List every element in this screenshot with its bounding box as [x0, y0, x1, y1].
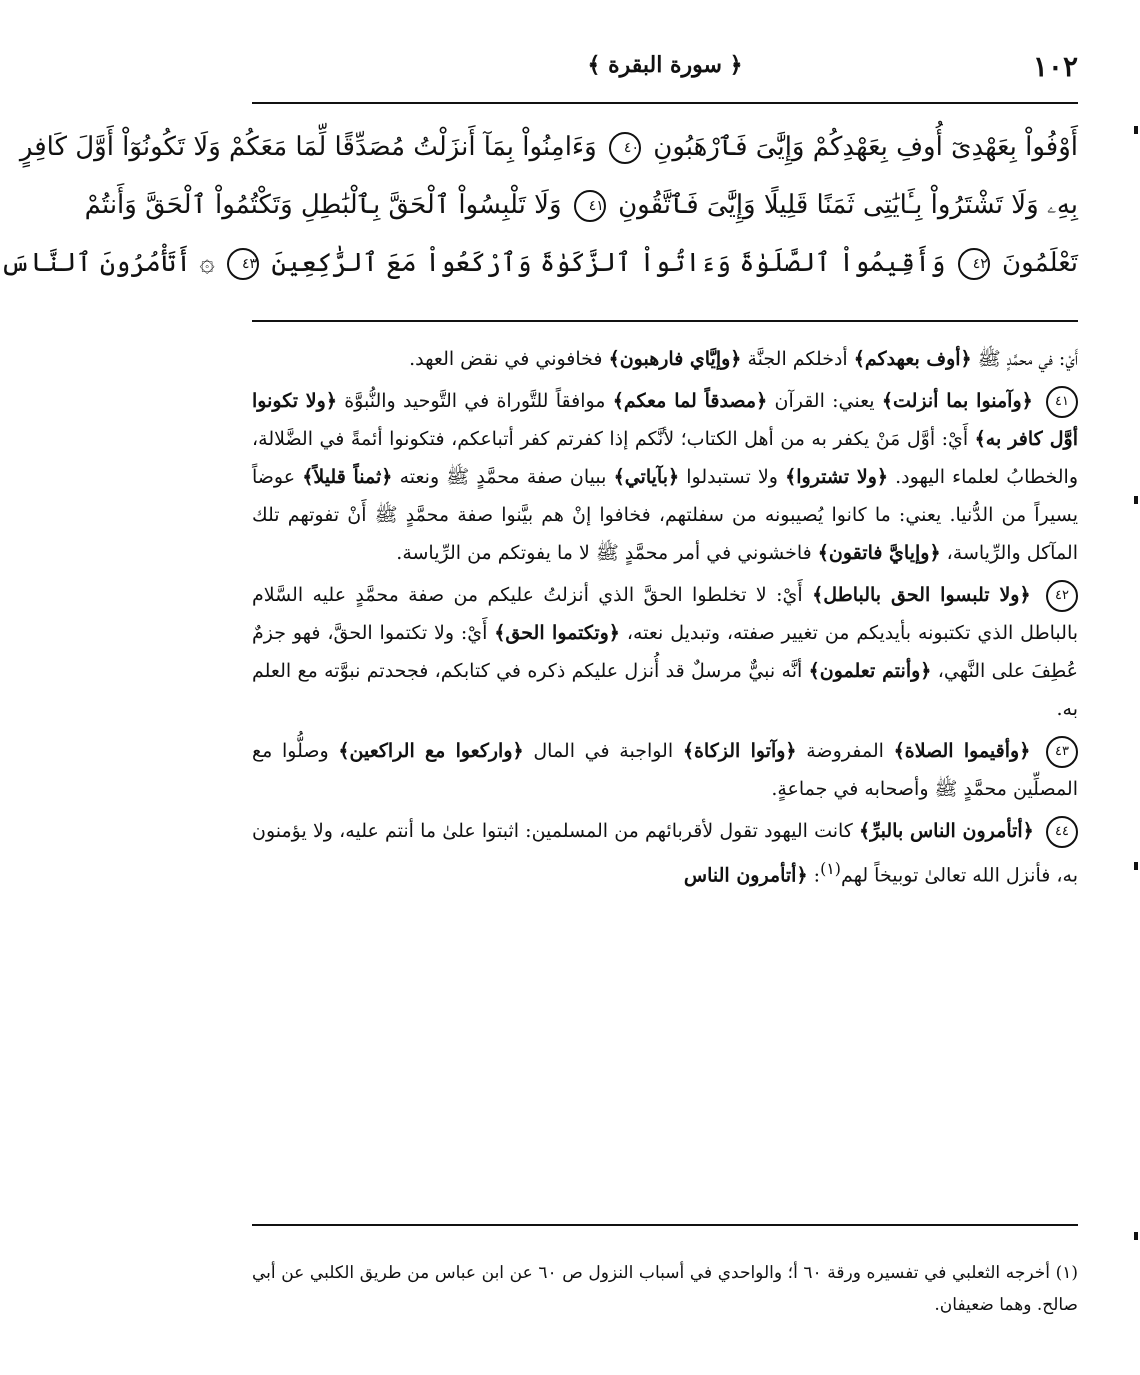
- surah-title: ﴿ سورة البقرة ﴾: [587, 52, 743, 78]
- quran-text-block: [0, 118, 1078, 292]
- tafsir-paragraph: [252, 382, 1078, 572]
- commentary-text: أدخلكم الجنَّة: [747, 348, 848, 370]
- quoted-verse: ﴿وإيايَّ فاتقون﴾: [817, 542, 941, 564]
- quran-line: [19, 118, 1078, 176]
- footnotes-block: [252, 1240, 1078, 1338]
- quran-verse-text: وَأَقِيمُواْ ٱلصَّلَوٰةَ وَءَاتُواْ ٱلزَّكَوٰةَ وَٱرْكَعُواْ مَعَ ٱلرَّٰكِعِينَ: [271, 248, 946, 278]
- page-header: [252, 50, 1078, 92]
- quoted-verse: ﴿أتأمرون الناس بالبرِّ﴾: [859, 820, 1034, 842]
- commentary-text: أَيْ: ولا تكتموا الحقَّ، فهو جزمٌ عُطِفَ على النَّهي،: [252, 622, 1078, 682]
- verse-number-badge: ٤٣: [1046, 736, 1078, 768]
- quran-rule: [252, 320, 1078, 322]
- verse-number-badge: ٤٢: [1046, 580, 1078, 612]
- quoted-verse: ﴿ولا تلبسوا الحق بالباطل﴾: [812, 584, 1031, 606]
- header-rule: [252, 102, 1078, 104]
- quoted-verse: ﴿وتكتموا الحق﴾: [494, 622, 620, 644]
- quoted-verse: ﴿ولا تشتروا﴾: [785, 466, 888, 488]
- quran-verse-text: وَءَامِنُواْ بِمَآ أَنزَلْتُ مُصَدِّقًا لِّمَا مَعَكُمْ وَلَا تَكُونُوٓاْ أَوَّلَ كَافِرٍ: [19, 132, 597, 162]
- quoted-verse: ﴿أوف بعهدكم﴾: [853, 348, 972, 370]
- quran-verse-text: تَعْلَمُونَ: [1002, 248, 1078, 278]
- quoted-verse: ﴿ثمناً قليلاً﴾: [302, 466, 393, 488]
- commentary-text: الواجبة في المال: [533, 740, 674, 762]
- commentary-text: عوضاً يسيراً من الدُّنيا. يعني: ما كانوا يُصيبونه من سفلتهم، فخافوا إنْ هم بيَّنوا صفة محمَّدٍ ﷺ أَنْ تفوتهم تلك المآكل والرِّياسة،: [252, 466, 1078, 564]
- quoted-verse: ﴿وأقيموا الصلاة﴾: [893, 740, 1031, 762]
- quoted-verse: ﴿مصدقاً لما معكم﴾: [612, 390, 768, 412]
- quoted-verse: ﴿وأنتم تعلمون﴾: [808, 660, 932, 682]
- tafsir-block: [252, 340, 1078, 898]
- tafsir-paragraph: [252, 576, 1078, 728]
- quran-verse-text: بِهِۦ وَلَا تَشْتَرُواْ بِـَٔايَٰتِى ثَمَنًا قَلِيلًا وَإِيَّٰىَ فَٱتَّقُونِ: [618, 190, 1078, 220]
- commentary-text: فخافوني في نقض العهد.: [409, 348, 603, 370]
- ayah-number-marker: ٤٢: [958, 248, 990, 280]
- commentary-text: :: [813, 864, 821, 887]
- commentary-text: وصلُّوا مع المصلِّين محمَّدٍ ﷺ وأصحابه في جماعةٍ.: [252, 740, 1078, 800]
- quoted-verse: ﴿وآتوا الزكاة﴾: [682, 740, 797, 762]
- quran-line: [0, 234, 1078, 292]
- ayah-number-marker: ٤٣: [227, 248, 259, 280]
- footnote-reference: (١): [820, 859, 841, 878]
- quoted-verse: ﴿وإيَّاي فارهبون﴾: [608, 348, 742, 370]
- commentary-text: ولا تستبدلوا: [686, 466, 778, 488]
- tafsir-paragraph: [252, 340, 1078, 378]
- quoted-verse: ﴿أتأمرون الناس: [683, 864, 808, 887]
- ayah-number-marker: ٤٠: [609, 132, 641, 164]
- commentary-text: أَيْ: في محمَّدٍ ﷺ: [977, 348, 1078, 370]
- commentary-text: المفروضة: [806, 740, 884, 762]
- quoted-verse: ﴿واركعوا مع الراكعين﴾: [338, 740, 524, 762]
- footnote: (١) أخرجه الثعلبي في تفسيره ورقة ٦٠ أ؛ والواحدي في أسباب النزول ص ٦٠ عن ابن عباس من طريق الكلبي عن أبي صالح. وهما ضعيفان.: [252, 1263, 1078, 1315]
- commentary-text: ببيان صفة محمَّدٍ ﷺ ونعته: [399, 466, 607, 488]
- quoted-verse: ﴿بآياتي﴾: [613, 466, 680, 488]
- verse-number-badge: ٤١: [1046, 386, 1078, 418]
- scan-edge-mark: [1134, 862, 1138, 870]
- quran-verse-text: وَلَا تَلْبِسُواْ ٱلْحَقَّ بِٱلْبَٰطِلِ وَتَكْتُمُواْ ٱلْحَقَّ وَأَنتُمْ: [84, 190, 562, 220]
- quoted-verse: ﴿وآمنوا بما أنزلت﴾: [881, 390, 1033, 412]
- tafsir-paragraph: [252, 732, 1078, 808]
- commentary-text: يعني: القرآن: [774, 390, 875, 412]
- page-number: ١٠٢: [1032, 50, 1078, 83]
- commentary-text: كانت اليهود تقول لأقربائهم من المسلمين: اثبتوا علىٰ ما أنتم عليه، ولا يؤمنون به، فأنزل الله تعالىٰ توبيخاً لهم: [252, 820, 1078, 887]
- commentary-text: فاخشوني في أمر محمَّدٍ ﷺ لا ما يفوتكم من الرِّياسة.: [396, 542, 812, 564]
- scan-edge-mark: [1134, 126, 1138, 134]
- scan-edge-mark: [1134, 496, 1138, 504]
- ayah-number-marker: ٤١: [574, 190, 606, 222]
- quran-line: [84, 176, 1078, 234]
- commentary-text: أَيْ: لا تخلطوا الحقَّ الذي أنزلتُ عليكم من صفة محمَّدٍ عليه السَّلام بالباطل الذي تكتبونه بأيديكم من تغيير صفته، وتبديل نعته،: [252, 584, 1079, 644]
- commentary-text: موافقاً للتَّوراة في التَّوحيد والنُّبوَّة: [344, 390, 606, 412]
- commentary-text: أنَّه نبيٌّ مرسلٌ قد أُنزل عليكم ذكره في كتابكم، فجحدتم نبوَّته مع العلم به.: [252, 660, 1078, 720]
- footnote-rule: [252, 1224, 1078, 1226]
- scan-edge-mark: [1134, 1232, 1138, 1240]
- tafsir-paragraph: [252, 812, 1078, 894]
- quoted-verse: ﴿ولا تكونوا أوَّل كافر به﴾: [252, 390, 1078, 450]
- verse-number-badge: ٤٤: [1046, 816, 1078, 848]
- quran-verse-text: أَوْفُواْ بِعَهْدِىٓ أُوفِ بِعَهْدِكُمْ وَإِيَّٰىَ فَٱرْهَبُونِ: [653, 132, 1078, 162]
- quran-verse-text: ۞ أَتَأْمُرُونَ ٱلنَّاسَ: [0, 248, 215, 278]
- commentary-text: أَيْ: أوَّل مَنْ يكفر به من أهل الكتاب؛ لأنَّكم إذا كفرتم كفر أتباعكم، فتكونوا أئمةً في الضَّلالة، والخطابُ لعلماء اليهود.: [252, 428, 1078, 488]
